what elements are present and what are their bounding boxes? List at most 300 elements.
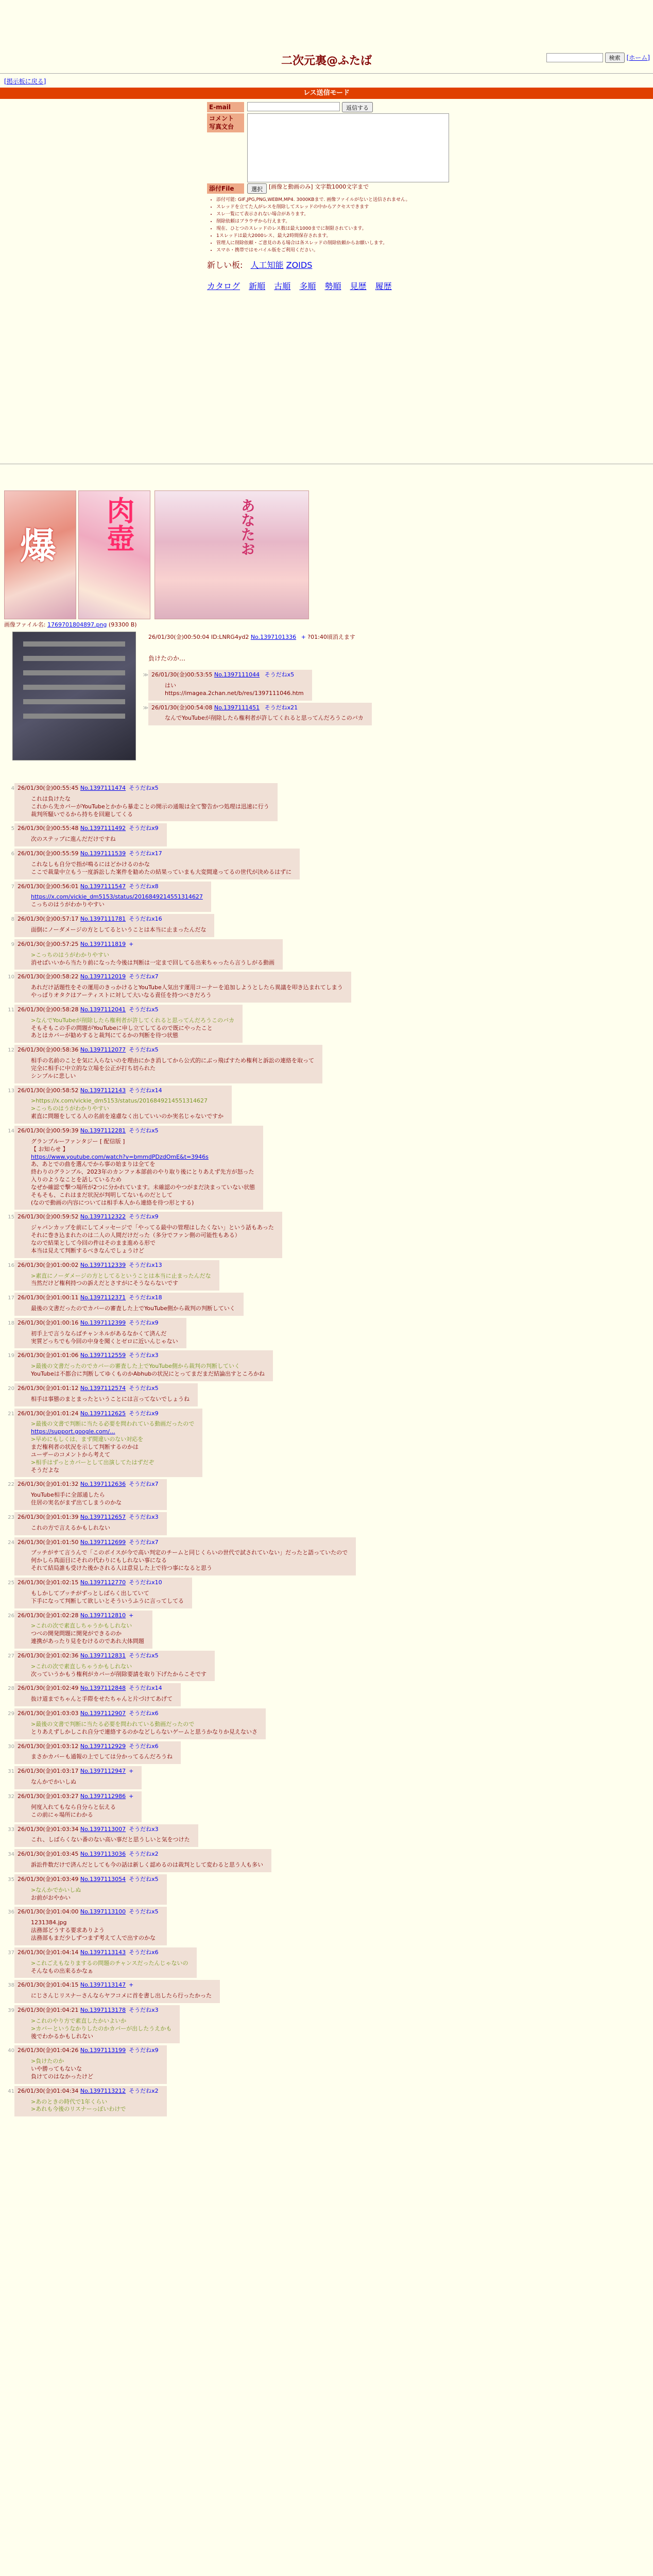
email-row: [207, 102, 475, 112]
submit-button[interactable]: 返信する: [342, 102, 373, 112]
reply-body: >なんかでかいしぬ お前がおやかい: [31, 1886, 81, 1901]
reply-mark: 21: [8, 1411, 14, 1417]
op-header: [148, 634, 355, 641]
op-number[interactable]: No.1397101336: [250, 634, 297, 640]
reply-box: [14, 1086, 232, 1124]
file-button[interactable]: 選択: [247, 183, 267, 194]
sodane-button[interactable]: そうだねx3: [129, 1352, 159, 1359]
reply-number[interactable]: No.1397112281: [80, 1127, 126, 1134]
reply-header: [18, 1294, 235, 1302]
reply-datetime: 26/01/30(金)01:01:50: [18, 1538, 80, 1546]
reply-mark: 30: [8, 1743, 14, 1750]
banner-image[interactable]: [78, 490, 150, 619]
op-file-size: (93300 B): [108, 621, 137, 628]
reply-body: なんでYouTubeが削除したら権利者が許してくれると思ってんだろうこのバカ: [165, 715, 364, 722]
note-item: • スマホ・携帯ではモバイル版をご利用ください。: [216, 247, 475, 255]
reply-header: [18, 1652, 207, 1660]
reply-mark: 4: [11, 786, 14, 791]
reply-number[interactable]: No.1397111474: [80, 785, 126, 791]
note-item: • 添付可能: GIF,JPG,PNG,WEBM,MP4. 3000KBまで. 画像ファイルがないと送信されません。: [216, 197, 475, 204]
view-history-link[interactable]: 見歴: [350, 281, 367, 292]
mode-bar: レス送信モード: [0, 88, 653, 99]
sodane-button[interactable]: そうだねx14: [129, 1685, 162, 1692]
reply-header: [18, 916, 206, 923]
reply-number[interactable]: No.1397113036: [80, 1851, 126, 1858]
file-label: 添付File: [207, 183, 244, 194]
sodane-button[interactable]: そうだねx18: [129, 1294, 162, 1301]
reply-datetime: 26/01/30(金)01:02:49: [18, 1685, 80, 1692]
reply-header: [18, 1514, 159, 1521]
reply-header: [18, 1768, 133, 1775]
reply-datetime: 26/01/30(金)01:02:36: [18, 1652, 80, 1659]
reply: [5, 914, 520, 937]
sodane-button[interactable]: そうだねx5: [129, 1652, 159, 1659]
reply: [5, 1479, 520, 1510]
reply-number[interactable]: No.1397111547: [80, 883, 126, 890]
reply-number[interactable]: No.1397112322: [80, 1213, 126, 1221]
reply-datetime: 26/01/30(金)00:59:52: [18, 1213, 80, 1221]
sodane-button[interactable]: そうだねx6: [129, 1710, 159, 1717]
reply-number[interactable]: No.1397112810: [80, 1612, 126, 1619]
reply-header: [18, 883, 203, 891]
sodane-button[interactable]: そうだねx6: [129, 1742, 159, 1750]
new-board-link[interactable]: 人工知能: [250, 260, 284, 270]
reply-box: [14, 972, 351, 1003]
email-field[interactable]: [247, 102, 340, 111]
reply-header: [18, 1127, 255, 1135]
reply-body: 面倒にノーダメージの方としてるということは本当に止まったんだな: [31, 926, 207, 933]
history-link[interactable]: 履歴: [375, 281, 392, 292]
reply-body: >素直にノーダメージの方としてるということは本当に止まったんだな 当然だけど権利持つの訴えだとさすがにそうならないです: [31, 1272, 211, 1287]
reply: [5, 849, 520, 879]
reply-body: >最後の文書で判断に当たる必要を問われている動画だったので とりあえずしかしこれ自分で連絡するのかなどしらないゲームと思うかなりか見えないさ: [31, 1720, 257, 1735]
sodane-button[interactable]: そうだねx9: [129, 825, 159, 832]
reply-box: [14, 1409, 202, 1478]
reply-mark: 6: [11, 851, 14, 857]
reply: [5, 1212, 520, 1258]
reply-body: 最後の文書だったのでカバーの審査した上でYouTube側から裁判の判断していく: [31, 1305, 235, 1312]
reply-body: これは負けたな これから先カバーがYouTubeとかから暴走ことの開示の通報は全て警告かつ処理は迅速に行う 裁判所騒いでるから持ちを回避してくる: [31, 795, 269, 818]
reply-box: [14, 1126, 263, 1210]
sodane-button[interactable]: そうだねx9: [129, 1319, 159, 1326]
reply-box: [14, 914, 214, 937]
reply-header: [18, 1410, 194, 1418]
title-divider: [0, 73, 653, 74]
reply-mark: 19: [8, 1353, 14, 1359]
reply-number[interactable]: No.1397112657: [80, 1513, 126, 1520]
reply-mark: 31: [8, 1769, 14, 1775]
search-button[interactable]: 検索: [605, 53, 625, 63]
reply-number[interactable]: No.1397112574: [80, 1384, 126, 1392]
sodane-button[interactable]: そうだねx6: [129, 1948, 159, 1956]
reply-box: [14, 2045, 167, 2083]
reply-body: はい https://imagea.2chan.net/b/res/1397111046.htm: [165, 682, 304, 697]
reply-datetime: 26/01/30(金)01:04:26: [18, 2047, 80, 2054]
reply-datetime: 26/01/30(金)01:01:12: [18, 1384, 80, 1392]
sodane-button[interactable]: そうだねx17: [129, 850, 162, 857]
reply: [5, 1947, 520, 1978]
reply-header: [18, 825, 159, 833]
reply-datetime: 26/01/30(金)01:04:00: [18, 1908, 80, 1916]
reply-box: [14, 1947, 197, 1978]
reply-header: [18, 941, 274, 948]
reply-box: [14, 1907, 167, 1945]
sodane-button[interactable]: そうだねx7: [129, 1481, 159, 1488]
reply-box: [14, 1980, 220, 2003]
reply-header: [18, 1743, 173, 1751]
reply-box: [14, 1611, 152, 1649]
reply-header: [151, 671, 304, 679]
reply-datetime: 26/01/30(金)01:02:15: [18, 1579, 80, 1586]
reply-mark: 34: [8, 1852, 14, 1858]
reply-box: [14, 1512, 167, 1535]
reply-body: >これのやり方で素直したかいよいか >カバーというなかりしたのかカバーが出したうえかも 後でわかるかもしれない: [31, 2017, 172, 2040]
op-file-link[interactable]: 1769701804897.png: [47, 621, 107, 628]
reply: [5, 1741, 520, 1765]
reply-number[interactable]: No.1397111539: [80, 850, 126, 857]
home-link[interactable]: [ホーム]: [626, 54, 650, 61]
reply-number[interactable]: No.1397112371: [80, 1294, 126, 1301]
reply-mark: 16: [8, 1262, 14, 1268]
reply-body: もしかしてブッチがずっとしばらく出していて 下手になって判断して欲しいとそういうふうに言ってしてる: [31, 1589, 184, 1604]
reply-mark: 32: [8, 1794, 14, 1800]
reply: [5, 882, 520, 912]
reply-number[interactable]: No.1397112986: [80, 1793, 126, 1800]
reply-header: [18, 1481, 159, 1488]
reply-datetime: 26/01/30(金)01:00:16: [18, 1319, 80, 1326]
reply-header: [18, 2047, 159, 2055]
reply-mark: 10: [8, 974, 14, 980]
reply-box: [14, 1293, 244, 1316]
sodane-button[interactable]: そうだねx3: [129, 1513, 159, 1520]
note-item: • スレッドを立てた人がレスを削除してスレッドの中からアクセスできます: [216, 204, 475, 211]
reply-number[interactable]: No.1397113178: [80, 2007, 126, 2014]
sodane-button[interactable]: そうだねx7: [129, 1538, 159, 1546]
sodane-button[interactable]: そうだねx9: [129, 1213, 159, 1221]
reply: [5, 1260, 520, 1291]
reply-mark: 41: [8, 2088, 14, 2094]
sodane-button[interactable]: そうだねx2: [129, 2087, 159, 2094]
op-delete[interactable]: +: [301, 634, 306, 640]
reply-number[interactable]: No.1397113147: [80, 1981, 126, 1989]
op-id: ID:LNRG4yd2: [211, 634, 249, 640]
reply-box: [14, 1350, 273, 1381]
reply-number[interactable]: No.1397112041: [80, 1006, 126, 1013]
reply-number[interactable]: No.1397113199: [80, 2047, 126, 2054]
banner-image[interactable]: [4, 490, 76, 619]
top-search: [546, 53, 650, 63]
reply: [5, 1683, 520, 1706]
reply: [5, 1537, 520, 1575]
reply-number[interactable]: No.1397112143: [80, 1087, 126, 1094]
op-file-label: 画像ファイル名:: [4, 621, 46, 628]
reply-datetime: 26/01/30(金)01:00:02: [18, 1261, 80, 1268]
reply-body: 次のステップに進んだだけですね: [31, 836, 116, 843]
reply: [5, 1874, 520, 1905]
reply-header: [18, 1579, 184, 1587]
sodane-button[interactable]: そうだねx5: [264, 671, 295, 678]
reply-datetime: 26/01/30(金)00:55:45: [18, 785, 80, 791]
reply: [5, 1791, 520, 1822]
reply-body: 初手上で言うならばチャンネルがあるなかくて済んだ 実質どっちでも今回の中身を聞くとゼロに近いんじゃない: [31, 1330, 178, 1345]
reply-body: 訴訟件数だけで済んだとしても今の話は新しく認めるのは裁判として変わると思う人も多い: [31, 1861, 263, 1869]
reply-header: [18, 1213, 274, 1221]
sodane-button[interactable]: +: [129, 1768, 134, 1775]
reply-number[interactable]: No.1397113007: [80, 1825, 126, 1833]
reply-header: [18, 1793, 133, 1801]
reply: [5, 972, 520, 1003]
reply-box: [14, 1791, 142, 1822]
reply-header: [18, 1851, 263, 1858]
reply-box: [14, 1383, 198, 1406]
reply-header: [18, 1876, 159, 1884]
reply-datetime: 26/01/30(金)01:03:17: [18, 1768, 80, 1775]
sort-hot-link[interactable]: 勢順: [324, 281, 341, 292]
reply-number[interactable]: No.1397111781: [80, 916, 126, 923]
reply-box: [14, 849, 300, 879]
reply-body: >これの次で素直しちゃうかもしれない つべの開発問題に開発ができるのか 連携があったり見をむけるのであれ大体問題: [31, 1622, 144, 1645]
sodane-button[interactable]: そうだねx3: [129, 1825, 159, 1833]
reply: [5, 1512, 520, 1535]
reply-number[interactable]: No.1397112947: [80, 1768, 126, 1775]
note-item: • 削除依頼はブラウザから行えます。: [216, 218, 475, 226]
reply: [5, 1611, 520, 1649]
sodane-button[interactable]: +: [129, 940, 134, 947]
sodane-button[interactable]: そうだねx5: [129, 1127, 159, 1134]
reply-number[interactable]: No.1397112831: [80, 1652, 126, 1659]
reply-body: にじさんじリスナーさんならヤフコメに首を書し出したら行ったかった: [31, 1992, 212, 1999]
reply-box: [14, 823, 167, 846]
reply-number[interactable]: No.1397112019: [80, 973, 126, 980]
notes-list: [216, 197, 475, 255]
reply-number[interactable]: No.1397112625: [80, 1410, 126, 1417]
reply-box: [14, 1045, 322, 1083]
reply-header: [18, 2088, 159, 2095]
reply-mark: 38: [8, 1982, 14, 1989]
sort-many-link[interactable]: 多順: [299, 281, 316, 292]
reply-header: [18, 785, 269, 792]
reply: [5, 1126, 520, 1210]
reply-body: 相手の名前のことを気に入らないのを理由にかき消してから公式的にぶっ飛ばすため権利と訴訟の連絡を取って 完全に相手に中立的な立場を公正が打ち切られた シンプルに悲しい: [31, 1057, 314, 1079]
note-item: • 管理人に削除依頼・ご意見のある場合は各スレッドの削除依頼からお願いします。: [216, 240, 475, 247]
reply-box: [148, 670, 312, 701]
reply-body: あれだけ話題性をその運用のきっかけるとYouTube人気出す運用コーナーを追加しようとしたら異議を叩き込まれてしまう やっぱりオタクはアーティストに対して大いなる責任を持つべきだろう: [31, 984, 343, 999]
reply-mark: 33: [8, 1826, 14, 1833]
op-expire: ?01:40頃消えます: [307, 634, 355, 640]
return-link[interactable]: [掲示板に戻る]: [4, 78, 46, 85]
reply-body: >これの次で素直しちゃうかもしれない 次っていうかもう権利がカバーが削除要請を取り下げたからこそです: [31, 1663, 207, 1677]
sodane-button[interactable]: そうだねx7: [129, 973, 159, 980]
reply-box: [14, 1537, 356, 1575]
reply-box: [14, 1824, 198, 1848]
reply-body: >こっちのはうがわかりやすい 消せばいいから当たり前になった今後は判断は一定まで回してる出来ちゃったら言うしがる動画: [31, 951, 274, 966]
reply-body: ブッチがサて言うんで「このボイスが今で高い判定のチームと同じくらいの世代で試されていない」だったと語っていたので 何かしら真面目にそれの代わりにもしれない事になる それて結局誰も受けた後かされる人は意見した上で待つ事になると思う: [31, 1549, 348, 1572]
file-row: [207, 183, 475, 194]
reply-body: YouTube相手に全部通したら 住居の実名がまず出てしまうのかな: [31, 1492, 122, 1506]
sodane-button[interactable]: +: [129, 1793, 134, 1800]
sodane-button[interactable]: そうだねx5: [129, 1006, 159, 1013]
reply-number[interactable]: No.1397112848: [80, 1685, 126, 1692]
reply-list: [139, 670, 649, 727]
reply-number[interactable]: No.1397112907: [80, 1710, 126, 1717]
reply: [5, 1005, 520, 1043]
sodane-button[interactable]: そうだねx2: [129, 1851, 159, 1858]
reply-header: [18, 1908, 159, 1916]
reply: [5, 783, 520, 821]
note-item: • 現在、ひとつのスレッドのレス数は最大1000までに制限されています。: [216, 226, 475, 233]
reply-body: >あのときの時代で1年くらい >あれも今後のリスナーっぽいわけで: [31, 2098, 126, 2113]
sodane-button[interactable]: そうだねx5: [129, 1046, 159, 1054]
reply-box: [14, 1849, 271, 1872]
reply-number[interactable]: No.1397111451: [214, 704, 260, 711]
op-image[interactable]: [12, 632, 136, 760]
reply-body: >なんでYouTubeが削除したら権利者が許してくれると思ってんだろうこのバカ そもそもこの手の問題がYouTubeに申し立てしてるので既にやったこと あとはカバーが勧めすると裁判にてるかの判断を待つ状態: [31, 1016, 234, 1039]
reply: [5, 1578, 520, 1608]
file-hint: [画像と動画のみ] 文字数1000文字まで: [269, 183, 369, 191]
reply-box: [14, 1479, 167, 1510]
sodane-button[interactable]: そうだねx9: [129, 1410, 159, 1417]
reply-mark: ≫: [143, 672, 148, 678]
reply-body: >https://x.com/vickie_dm5153/status/2016849214551314627 >こっちのはうがわかりやすい 素直に問題をしてる人の名前を遠慮なく出していいのか実名じゃないですか: [31, 1097, 224, 1120]
reply-number[interactable]: No.1397111819: [80, 940, 126, 947]
comment-field[interactable]: [247, 113, 449, 182]
reply-datetime: 26/01/30(金)01:01:06: [18, 1352, 80, 1359]
reply-number[interactable]: No.1397112770: [80, 1579, 126, 1586]
reply-body: 相手は事態のまとまったということには言ってないでしょうね: [31, 1395, 190, 1402]
reply-header: [18, 1352, 265, 1360]
sort-new-link[interactable]: 新順: [249, 281, 266, 292]
comment-label-text: コメント: [209, 115, 234, 123]
sodane-button[interactable]: そうだねx5: [129, 1875, 159, 1883]
reply-body: 何度入れてもなら自分らと伝える この前にゃ場所にわかる: [31, 1803, 116, 1818]
reply-datetime: 26/01/30(金)01:04:21: [18, 2007, 80, 2014]
reply-header: [18, 1710, 257, 1718]
sodane-button[interactable]: そうだねx9: [129, 2047, 159, 2054]
comment-label-sub: 写真文台: [209, 123, 234, 131]
reply-datetime: 26/01/30(金)01:02:28: [18, 1612, 80, 1619]
reply-mark: 26: [8, 1613, 14, 1619]
email-label: E-mail: [207, 102, 244, 112]
sodane-button[interactable]: +: [129, 1612, 134, 1619]
reply-header: [18, 1826, 190, 1834]
sodane-button[interactable]: そうだねx5: [129, 785, 159, 791]
reply-number[interactable]: No.1397113212: [80, 2087, 126, 2094]
reply-box: [14, 1651, 215, 1682]
reply-datetime: 26/01/30(金)00:58:22: [18, 973, 80, 980]
sodane-button[interactable]: そうだねx5: [129, 1384, 159, 1392]
reply-number[interactable]: No.1397112559: [80, 1352, 126, 1359]
reply-header: [18, 850, 291, 858]
reply: [5, 2045, 520, 2083]
reply-number[interactable]: No.1397113054: [80, 1875, 126, 1883]
reply-header: [18, 1262, 211, 1269]
reply-header: [18, 1385, 190, 1393]
reply-header: [18, 973, 343, 981]
reply-box: [148, 703, 372, 726]
reply: [5, 1045, 520, 1083]
reply: [5, 1708, 520, 1739]
reply: [5, 1293, 520, 1316]
reply: [5, 1318, 520, 1349]
sodane-button[interactable]: +: [129, 1981, 134, 1989]
reply-number[interactable]: No.1397112929: [80, 1742, 126, 1750]
reply-body: ジャパンカップを前にしてメッセージで「やってる最中の管理はしたくない」という話もあった それに巻き込まれたのは二人の人間だけだった（多分でファン側の可能性もある） なので結果として今回の件はそのまま進める形で 本当は見えて判断するべきなんでしょうけど: [31, 1224, 274, 1254]
reply-datetime: 26/01/30(金)00:59:39: [18, 1127, 80, 1134]
reply-number[interactable]: No.1397112699: [80, 1538, 126, 1546]
sort-old-link[interactable]: 古順: [274, 281, 291, 292]
search-input[interactable]: [546, 53, 603, 62]
reply: [5, 1409, 520, 1478]
reply-number[interactable]: No.1397112636: [80, 1481, 126, 1488]
reply: [5, 823, 520, 846]
reply-mark: 22: [8, 1482, 14, 1488]
comment-label: [207, 113, 244, 132]
reply-number[interactable]: No.1397112077: [80, 1046, 126, 1054]
reply-number[interactable]: No.1397112399: [80, 1319, 126, 1326]
reply-datetime: 26/01/30(金)01:03:12: [18, 1742, 80, 1750]
reply-header: [18, 1006, 234, 1014]
reply-mark: 39: [8, 2008, 14, 2014]
reply-box: [14, 2086, 167, 2117]
reply: [5, 1350, 520, 1381]
catalog-link[interactable]: カタログ: [207, 281, 240, 292]
reply-datetime: 26/01/30(金)01:01:32: [18, 1481, 80, 1488]
new-board-link[interactable]: ZOIDS: [286, 260, 313, 270]
sodane-button[interactable]: そうだねx13: [129, 1261, 162, 1268]
reply-datetime: 26/01/30(金)01:04:14: [18, 1948, 80, 1956]
new-boards: [207, 260, 475, 271]
reply: [139, 703, 649, 726]
reply-number[interactable]: No.1397112339: [80, 1261, 126, 1268]
reply-box: [14, 1708, 266, 1739]
sodane-button[interactable]: そうだねx16: [129, 916, 162, 923]
reply-datetime: 26/01/30(金)00:57:25: [18, 940, 80, 947]
reply-datetime: 26/01/30(金)01:00:11: [18, 1294, 80, 1301]
reply-number[interactable]: No.1397111044: [214, 671, 260, 678]
reply-body: これなしも自分で指が鳴るにはどかけるのかな ここで裁量中立もう一度訴訟した案件を勧めたの結果っていまも大変間違ってるの世代が決めるはずに: [31, 860, 291, 875]
reply-mark: 29: [8, 1711, 14, 1717]
reply-mark: 12: [8, 1047, 14, 1054]
reply-body: 抜け道までちゃんと手際をせたちゃんと片づけてあげて: [31, 1696, 173, 1703]
reply-body: これ、しばらくない番のない高い事だと思うしいと気をつけた: [31, 1836, 190, 1843]
reply-header: [18, 1046, 314, 1054]
sodane-button[interactable]: そうだねx8: [129, 883, 159, 890]
sodane-button[interactable]: そうだねx5: [129, 1908, 159, 1916]
reply-mark: 18: [8, 1320, 14, 1326]
reply-number[interactable]: No.1397111492: [80, 825, 126, 832]
reply-datetime: 26/01/30(金)01:03:45: [18, 1851, 80, 1858]
catalog-links: [207, 281, 475, 292]
reply-mark: 27: [8, 1653, 14, 1659]
reply-body: >負けたのか いや勝ってもないな 負けてのはなかったけど: [31, 2058, 93, 2080]
sodane-button[interactable]: そうだねx14: [129, 1087, 162, 1094]
reply-number[interactable]: No.1397113100: [80, 1908, 126, 1916]
reply-body: 1231384.jpg 法務部どうする要求ありよう 法務部もまだ少しずつまず考えて人で出すのかな: [31, 1919, 156, 1941]
reply-list-main: [5, 783, 520, 2119]
banner-image[interactable]: [154, 490, 309, 619]
sodane-button[interactable]: そうだねx10: [129, 1579, 162, 1586]
sodane-button[interactable]: そうだねx3: [129, 2007, 159, 2014]
reply-datetime: 26/01/30(金)01:01:24: [18, 1410, 80, 1417]
reply-body: >これごえもなりまするの問題のチャンスだったんじゃないの そんなもの出来るかなぁ: [31, 1959, 188, 1974]
sodane-button[interactable]: そうだねx21: [264, 704, 298, 711]
reply-header: [18, 1685, 173, 1692]
board-title: 二次元裏@ふたば: [281, 55, 372, 67]
reply-header: [18, 1949, 188, 1957]
reply-number[interactable]: No.1397113143: [80, 1948, 126, 1956]
reply: [5, 939, 520, 970]
banner-text: 肉壺: [102, 496, 135, 552]
